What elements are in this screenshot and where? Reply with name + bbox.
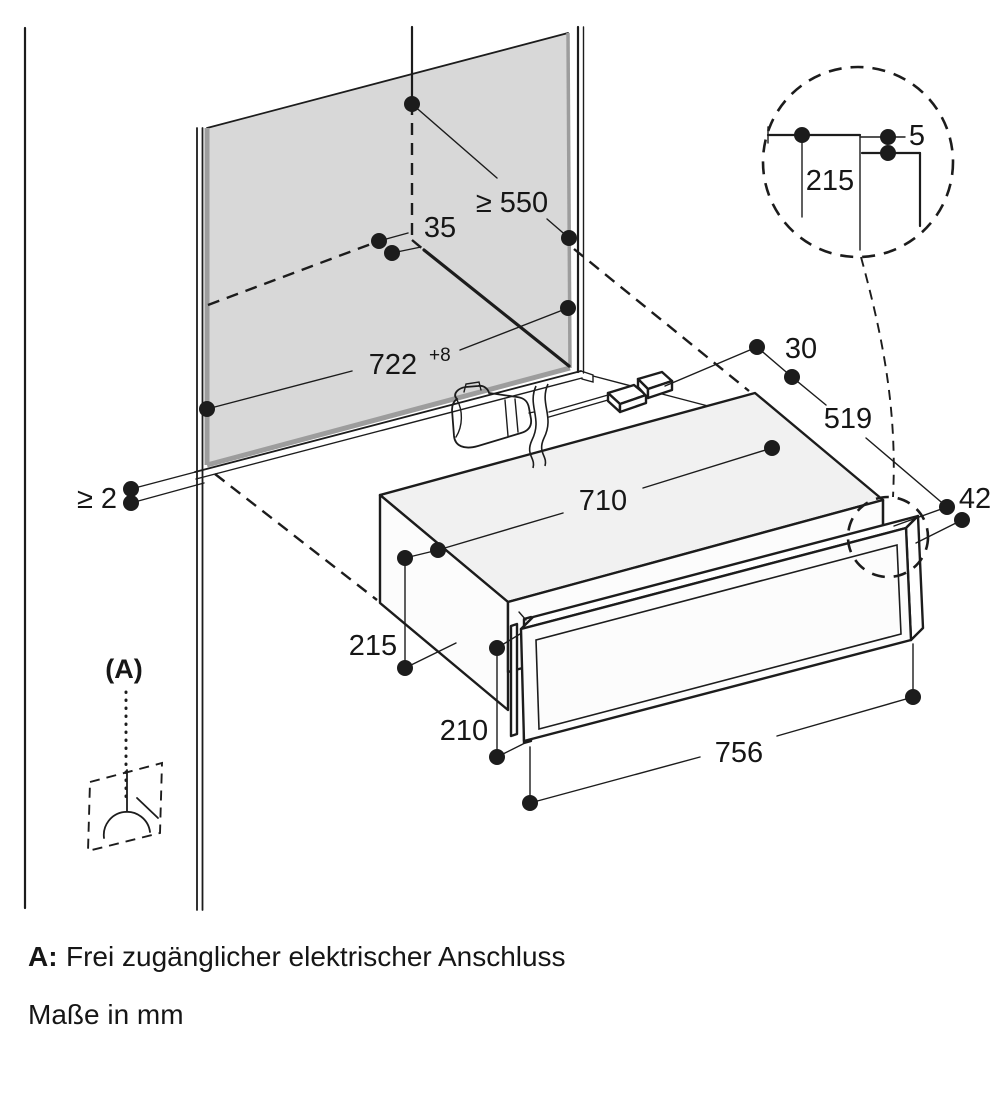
note-a-prefix: A: xyxy=(28,941,58,972)
dim-dot xyxy=(397,550,413,566)
socket-dashed-box xyxy=(88,763,162,851)
niche-width-label: 722 xyxy=(368,349,418,381)
front-panel-left-slab-rear xyxy=(511,624,517,736)
dim-dot xyxy=(199,401,215,417)
dim-dot xyxy=(123,495,139,511)
dim-dot xyxy=(749,339,765,355)
dim-dot xyxy=(522,795,538,811)
plug-face-line xyxy=(456,400,461,437)
appliance-depth-label: 519 xyxy=(823,403,873,435)
dim-dot xyxy=(560,300,576,316)
detail-leader-line xyxy=(861,257,894,497)
note-a xyxy=(28,941,566,972)
dim-dot xyxy=(384,245,400,261)
front-gap-label: ≥ 2 xyxy=(76,483,118,515)
front-corner-label: 42 xyxy=(958,483,992,515)
notes xyxy=(28,941,566,1030)
detail-circle-large xyxy=(763,67,953,257)
dim-dot xyxy=(489,749,505,765)
back-panel-right-edge xyxy=(568,33,570,368)
detail-gap-label: 5 xyxy=(908,120,926,152)
dim-dot xyxy=(880,129,896,145)
dimension-front-gap xyxy=(77,470,204,515)
callout-a-label: (A) xyxy=(105,654,143,684)
projection-bottom-left xyxy=(215,474,377,600)
projection-top-right xyxy=(574,249,749,391)
front-panel-width-label: 756 xyxy=(714,737,764,769)
appliance-height-label: 215 xyxy=(348,630,398,662)
cable-upper-line xyxy=(549,395,608,412)
dim-dot xyxy=(371,233,387,249)
rear-clearance-label: 30 xyxy=(784,333,818,365)
cable-stub xyxy=(529,412,534,413)
niche-width-tolerance: +8 xyxy=(429,345,451,366)
connection-callout xyxy=(88,654,162,851)
plug-strain-relief xyxy=(505,399,518,436)
dim-dot xyxy=(880,145,896,161)
dim-dot xyxy=(397,660,413,676)
dim-dot xyxy=(123,481,139,497)
socket-icon xyxy=(104,770,158,838)
dim-dot xyxy=(404,96,420,112)
dim-dot xyxy=(764,440,780,456)
units-note: Maße in mm xyxy=(28,999,184,1030)
cable-lower-line xyxy=(549,400,608,417)
dim-dot xyxy=(794,127,810,143)
dim-dot xyxy=(489,640,505,656)
front-panel-height-label: 210 xyxy=(439,715,489,747)
detail-height-label: 215 xyxy=(805,165,855,197)
dim-dot xyxy=(939,499,955,515)
note-a-text: Frei zugänglicher elektrischer Anschluss xyxy=(66,941,566,972)
back-offset-label: 35 xyxy=(423,212,457,244)
dim-dot xyxy=(561,230,577,246)
dim-dot xyxy=(905,689,921,705)
appliance-width-label: 710 xyxy=(578,485,628,517)
niche-depth-label: ≥ 550 xyxy=(475,187,549,219)
